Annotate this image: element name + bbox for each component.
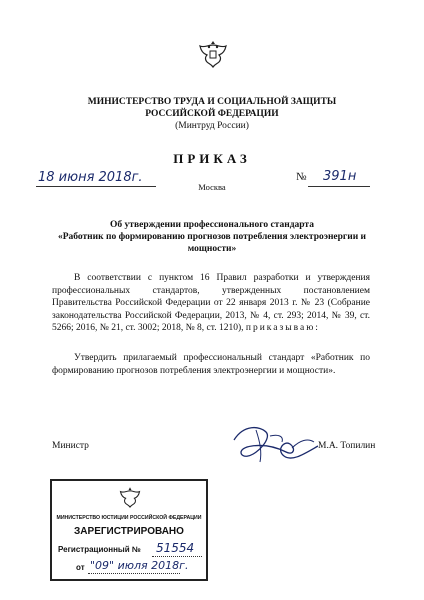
subject-line-3: мощности» bbox=[187, 244, 237, 254]
stamp-number-line bbox=[152, 556, 202, 557]
order-city: Москва bbox=[198, 182, 226, 192]
stamp-reg-number: 51554 bbox=[156, 541, 195, 555]
ministry-line-2: РОССИЙСКОЙ ФЕДЕРАЦИИ bbox=[145, 109, 279, 119]
stamp-date-line bbox=[88, 573, 180, 574]
stamp-reg-label: Регистрационный № bbox=[58, 545, 141, 554]
stamp-from-label: от bbox=[76, 563, 85, 572]
stamp-reg-date: "09" июля 2018г. bbox=[90, 559, 189, 572]
ministry-line-1: МИНИСТЕРСТВО ТРУДА И СОЦИАЛЬНОЙ ЗАЩИТЫ bbox=[87, 97, 337, 107]
order-date: 18 июня 2018г. bbox=[38, 170, 143, 185]
registration-stamp bbox=[50, 479, 208, 581]
subject-line-1: Об утверждении профессионального стандарта bbox=[110, 220, 314, 230]
ministry-short-name: (Минтруд России) bbox=[175, 121, 249, 131]
body-paragraph-2: Утвердить прилагаемый профессиональный стандарт «Работник по формированию прогнозов потребления электроэнергии и мощности». bbox=[52, 353, 370, 376]
number-underline bbox=[308, 186, 370, 187]
ministry-name bbox=[0, 96, 424, 120]
number-sign: № bbox=[296, 171, 307, 183]
signer-name: М.А. Топилин bbox=[318, 441, 376, 451]
signer-position: Министр bbox=[52, 441, 89, 451]
coat-of-arms-emblem bbox=[198, 37, 228, 71]
body-paragraph-1 bbox=[52, 272, 370, 335]
order-number: 391н bbox=[323, 169, 357, 184]
document-type: ПРИКАЗ bbox=[173, 151, 251, 166]
stamp-department: МИНИСТЕРСТВО ЮСТИЦИИ РОССИЙСКОЙ ФЕДЕРАЦИИ bbox=[56, 515, 202, 521]
stamp-registered: ЗАРЕГИСТРИРОВАНО bbox=[74, 526, 184, 537]
stamp-emblem-icon bbox=[119, 485, 141, 510]
subject-line-2: «Работник по формированию прогнозов потребления электроэнергии и bbox=[57, 232, 367, 242]
order-subject bbox=[50, 219, 374, 255]
handwritten-signature bbox=[226, 418, 322, 468]
order-word: приказываю: bbox=[245, 323, 320, 334]
paragraph-1-text: В соответствии с пунктом 16 Правил разработки и утверждения профессиональных стандартов, утвержденных постановлением Правительства Российской Федерации от 22 января 2013 г. № 23 (Собрание законодательства Российской Федерации, 2013, № 4, ст. 293; 2014, № 39, ст. 5266; 2016, № 21, ст. 3002; 2018, № 8, ст. 1210), bbox=[52, 273, 370, 334]
